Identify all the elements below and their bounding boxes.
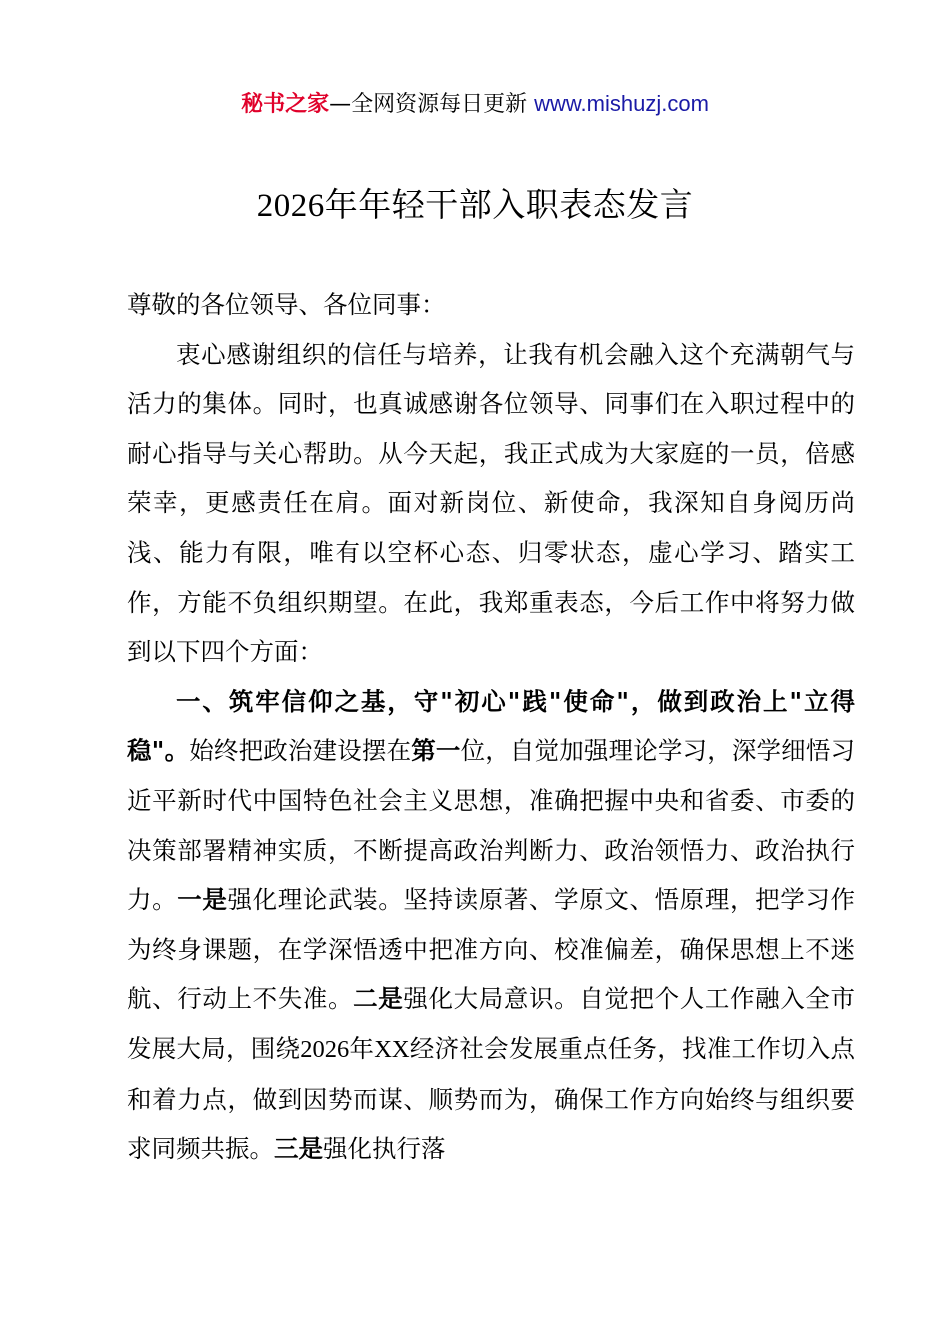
site-tagline: —全网资源每日更新 bbox=[329, 92, 535, 117]
title-year: 2026 bbox=[256, 188, 325, 224]
bold-item-three: 三是 bbox=[274, 1134, 323, 1164]
site-url-link[interactable]: www.mishuzj.com bbox=[534, 91, 709, 116]
salutation: 尊敬的各位领导、各位同事： bbox=[127, 290, 446, 319]
document-body bbox=[127, 280, 855, 1174]
point-one-heading: 一、筑牢信仰之基，守"初心"践"使命"，做到政治上"立得稳"。 bbox=[127, 686, 855, 766]
title-text: 年年轻干部入职表态发言 bbox=[324, 185, 694, 224]
paragraph-intro: 衷心感谢组织的信任与培养，让我有机会融入这个充满朝气与活力的集体。同时，也真诚感谢各位领导、同事们在入职过程中的耐心指导与关心帮助。从今天起，我正式成为大家庭的一员，倍感荣幸，更感责任在肩。面对新岗位、新使命，我深知自身阅历尚浅、能力有限，唯有以空杯心态、归零状态，虚心学习、踏实工作，方能不负组织期望。在此，我郑重表态，今后工作中将努力做到以下四个方面： bbox=[127, 339, 855, 667]
inline-xx: XX bbox=[374, 1035, 410, 1063]
bold-item-two: 二是 bbox=[353, 984, 404, 1014]
inline-year: 2026 bbox=[300, 1035, 350, 1063]
paragraph-point-one: 一、筑牢信仰之基，守"初心"践"使命"，做到政治上"立得稳"。始终把政治建设摆在第一位，自觉加强理论学习，深学细悟习近平新时代中国特色社会主义思想，准确把握中央和省委、市委的决策部署精神实质，不断提高政治判断力、政治领悟力、政治执行力。一是强化理论武装。坚持读原著、学原文、悟原理，把学习作为终身课题，在学深悟透中把准方向、校准偏差，确保思想上不迷航、行动上不失准。二是强化大局意识。自觉把个人工作融入全市发展大局，围绕2026年XX经济社会发展重点任务，找准工作切入点和着力点，做到因势而谋、顺势而为，确保工作方向始终与组织要求同频共振。三是强化执行落 bbox=[127, 686, 856, 1164]
brand-name: 秘书之家 bbox=[241, 92, 330, 117]
document-title bbox=[0, 180, 950, 231]
bold-item-one: 一是 bbox=[177, 885, 228, 915]
site-header bbox=[0, 86, 950, 123]
bold-first: 第一 bbox=[411, 736, 461, 766]
